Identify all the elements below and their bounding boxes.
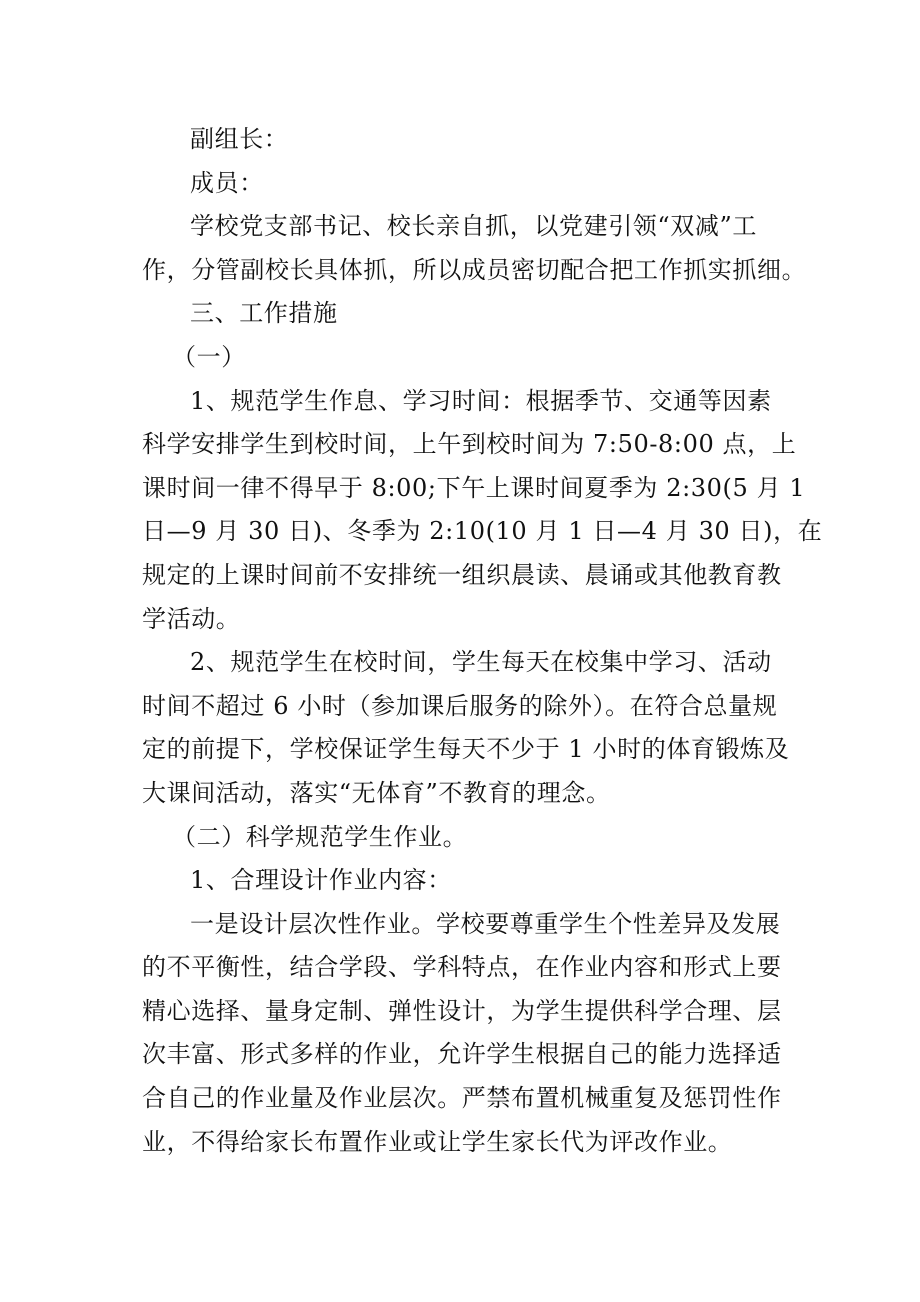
paragraph-line: 的不平衡性，结合学段、学科特点，在作业内容和形式上要 <box>142 953 782 982</box>
paragraph-line: 学活动。 <box>142 604 241 633</box>
paragraph-line: 时间不超过 6 小时（参加课后服务的除外）。在符合总量规 <box>142 691 778 720</box>
vice-leader-line: 副组长： <box>190 125 289 153</box>
document-body <box>142 118 823 1164</box>
subsection-heading: （二）科学规范学生作业。 <box>172 822 468 851</box>
paragraph-line: 1、合理设计作业内容： <box>190 866 452 895</box>
paragraph-line: 合自己的作业量及作业层次。严禁布置机械重复及惩罚性作 <box>142 1084 782 1113</box>
paragraph-line: 规定的上课时间前不安排统一组织晨读、晨诵或其他教育教 <box>142 560 782 589</box>
paragraph-line: 大课间活动，落实“无体育”不教育的理念。 <box>142 778 611 807</box>
paragraph-line: 次丰富、形式多样的作业，允许学生根据自己的能力选择适 <box>142 1040 782 1069</box>
paragraph-line: 学校党支部书记、校长亲自抓，以党建引领“双减”工 <box>190 212 757 241</box>
subsection-heading: （一） <box>172 342 246 371</box>
section-heading: 三、工作措施 <box>190 299 338 328</box>
paragraph-line: 2、规范学生在校时间，学生每天在校集中学习、活动 <box>190 648 772 677</box>
paragraph-line: 精心选择、量身定制、弹性设计，为学生提供科学合理、层 <box>142 996 782 1025</box>
paragraph-line: 一是设计层次性作业。学校要尊重学生个性差异及发展 <box>190 909 781 938</box>
paragraph-line: 日—9 月 30 日)、冬季为 2:10(10 月 1 日—4 月 30 日)，在 <box>142 517 823 546</box>
paragraph-line: 课时间一律不得早于 8:00;下午上课时间夏季为 2:30(5 月 1 <box>142 473 806 502</box>
paragraph-line: 1、规范学生作息、学习时间：根据季节、交通等因素 <box>190 386 772 415</box>
members-line: 成员： <box>190 168 264 197</box>
paragraph-line: 定的前提下，学校保证学生每天不少于 1 小时的体育锻炼及 <box>142 735 790 764</box>
paragraph-line: 作，分管副校长具体抓，所以成员密切配合把工作抓实抓细。 <box>142 255 807 284</box>
paragraph-line: 科学安排学生到校时间，上午到校时间为 7:50-8:00 点，上 <box>142 430 797 459</box>
paragraph-line: 业，不得给家长布置作业或让学生家长代为评改作业。 <box>142 1127 733 1156</box>
